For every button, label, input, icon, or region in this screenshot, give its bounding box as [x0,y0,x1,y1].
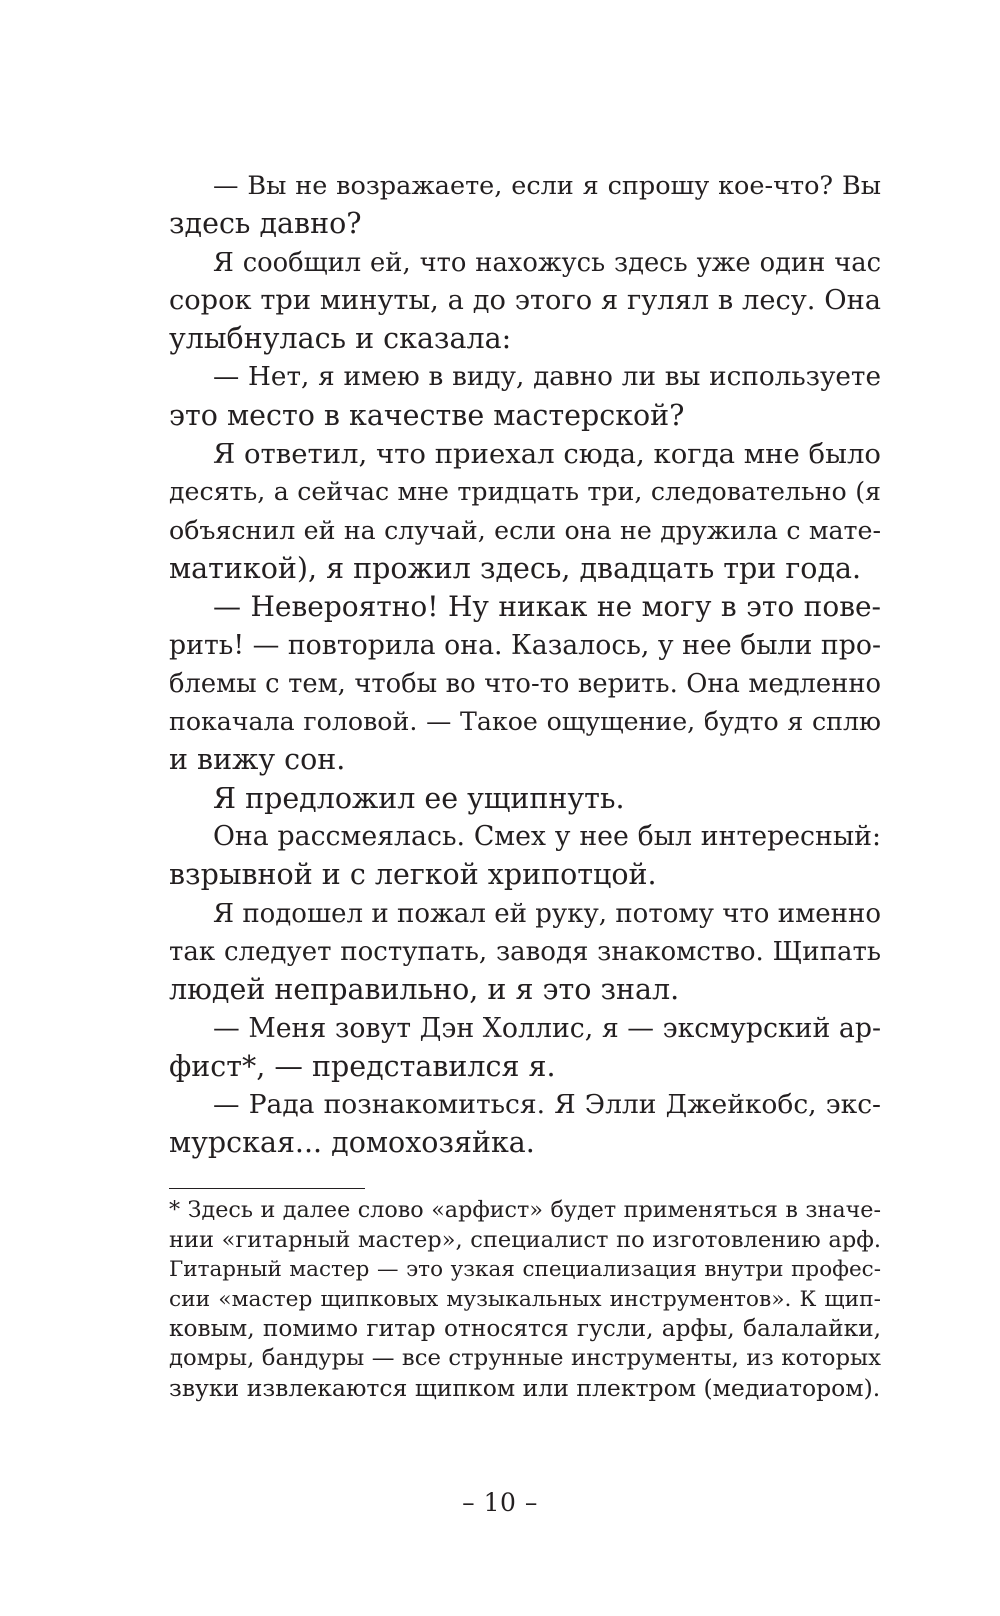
footnote-line: * Здесь и далее слово «арфист» будет применяться в значе- [169,1197,881,1223]
text-line: так следует поступать, заводя знакомство. Щипать [169,936,881,967]
footnote-line: нии «гитарный мастер», специалист по изготовлению арф. [169,1226,881,1253]
text-line: взрывной и с легкой хрипотцой. [169,858,657,892]
footnote-line: Гитарный мастер — это узкая специализация внутри профес- [169,1257,881,1283]
text-line: сорок три минуты, а до этого я гулял в лесу. Она [169,284,881,316]
footnote-line: ковым, помимо гитар относятся гусли, арфы, балалайки, [169,1315,881,1343]
text-line: здесь давно? [169,207,362,241]
text-line: — Меня зовут Дэн Холлис, я — эксмурский ар- [213,1012,881,1044]
text-line: это место в качестве мастерской? [169,398,685,432]
text-line: — Нет, я имею в виду, давно ли вы используете [213,362,881,393]
text-line: и вижу сон. [169,743,346,777]
paragraph [169,358,881,435]
text-line: матикой), я прожил здесь, двадцать три года. [169,551,862,585]
page-number: – 10 – [462,1488,538,1517]
text-line: покачала головой. — Такое ощущение, будто я сплю [169,707,881,737]
text-line: десять, а сейчас мне тридцать три, следовательно (я [169,477,881,507]
paragraph [169,167,881,244]
paragraph [169,1086,881,1163]
text-line: людей неправильно, и я это знал. [169,973,680,1007]
text-line: — Невероятно! Ну никак не могу в это пове- [213,590,881,624]
body-text [169,167,881,1163]
paragraph [169,1010,881,1087]
text-line: — Рада познакомиться. Я Элли Джейкобс, экс- [213,1089,881,1121]
footnote-line: домры, бандуры — все струнные инструменты, из которых [169,1344,881,1371]
footnote-divider [169,1188,365,1189]
paragraph [169,780,881,818]
text-line: улыбнулась и сказала: [169,322,512,356]
text-line: Я подошел и пожал ей руку, потому что именно [213,898,881,929]
text-line: Я сообщил ей, что нахожусь здесь уже один час [213,247,881,278]
text-line: Она рассмеялась. Смех у нее был интересный: [213,821,881,853]
text-line: блемы с тем, чтобы во что-то верить. Она медленно [169,668,881,699]
footnote-line: сии «мастер щипковых музыкальных инструментов». К щип- [169,1286,881,1312]
paragraph [169,818,881,895]
footnote-line: звуки извлекаются щипком или плектром (медиатором). [169,1373,881,1402]
paragraph [169,435,881,588]
paragraph [169,588,881,779]
text-line: Я предложил ее ущипнуть. [213,781,625,815]
text-line: рить! — повторила она. Казалось, у нее были про- [169,629,881,661]
text-line: фист*, — представился я. [169,1049,556,1083]
paragraph [169,895,881,1010]
text-line: объяснил ей на случай, если она не дружила с мате- [169,515,881,545]
text-line: мурская... домохозяйка. [169,1126,535,1160]
text-line: — Вы не возражаете, если я спрошу кое-что? Вы [213,171,881,201]
text-line: Я ответил, что приехал сюда, когда мне было [213,438,881,471]
footnote [169,1196,881,1403]
footnote-paragraph [169,1196,881,1403]
paragraph [169,244,881,359]
